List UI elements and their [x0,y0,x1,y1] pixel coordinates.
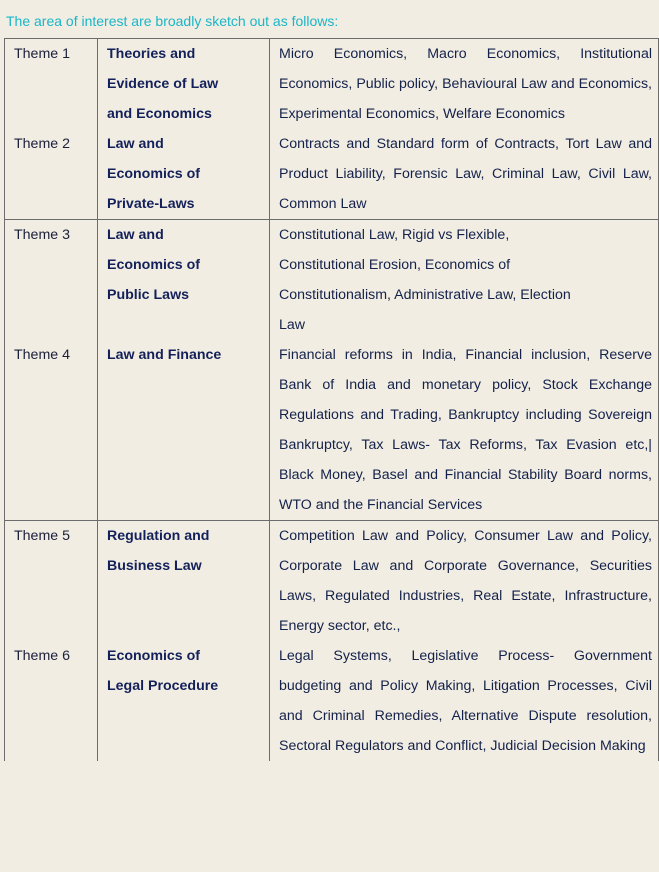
theme-title-line: Regulation and [107,528,210,544]
theme-description-line: Constitutionalism, Administrative Law, Election [279,287,571,303]
theme-title-line: Legal Procedure [107,678,219,694]
theme-description [270,220,659,341]
theme-title [98,39,270,130]
theme-title-line: Business Law [107,558,202,574]
theme-description: Micro Economics, Macro Economics, Institutional Economics, Public policy, Behavioural Law and Economics, Experimental Economics, Welfare Economics [270,39,659,130]
theme-label: Theme 5 [5,521,98,642]
theme-description-line: Constitutional Law, Rigid vs Flexible, [279,227,510,243]
theme-title-line: Evidence of Law [107,76,219,92]
intro-heading: The area of interest are broadly sketch out as follows: [6,13,339,29]
themes-table [4,38,659,761]
theme-title-line: Law and [107,227,164,243]
theme-description: Contracts and Standard form of Contracts, Tort Law and Product Liability, Forensic Law, Criminal Law, Civil Law, Common Law [270,129,659,220]
theme-title-line: and Economics [107,106,212,122]
theme-title-line: Economics of [107,166,201,182]
theme-title-line: Theories and [107,46,196,62]
table-row [5,521,659,642]
table-row [5,220,659,341]
theme-description-line: Law [279,317,306,333]
theme-title [98,129,270,220]
table-row [5,641,659,761]
table-row [5,340,659,521]
theme-label: Theme 3 [5,220,98,341]
theme-title-line: Economics of [107,257,201,273]
theme-title-line: Law and [107,136,164,152]
theme-label: Theme 4 [5,340,98,521]
theme-title [98,220,270,341]
theme-title-line: Private-Laws [107,196,195,212]
theme-label: Theme 2 [5,129,98,220]
table-row [5,129,659,220]
theme-title-line: Economics of [107,648,201,664]
theme-title [98,340,270,521]
table-row [5,39,659,130]
theme-description-line: Constitutional Erosion, Economics of [279,257,511,273]
theme-label: Theme 1 [5,39,98,130]
theme-label: Theme 6 [5,641,98,761]
theme-description: Competition Law and Policy, Consumer Law and Policy, Corporate Law and Corporate Governance, Securities Laws, Regulated Industries, Real Estate, Infrastructure, Energy sector, etc., [270,521,659,642]
theme-description: Financial reforms in India, Financial inclusion, Reserve Bank of India and monetary policy, Stock Exchange Regulations and Trading, Bankruptcy including Sovereign Bankruptcy, Tax Laws- Tax Reforms, Tax Evasion etc,| Black Money, Basel and Financial Stability Board norms, WTO and the Financial Services [270,340,659,521]
theme-title [98,521,270,642]
theme-title-line: Public Laws [107,287,189,303]
theme-description: Legal Systems, Legislative Process- Government budgeting and Policy Making, Litigation Processes, Civil and Criminal Remedies, Alternative Dispute resolution, Sectoral Regulators and Conflict, Judicial Decision Making [270,641,659,761]
theme-title [98,641,270,761]
theme-title-line: Law and Finance [107,347,222,363]
